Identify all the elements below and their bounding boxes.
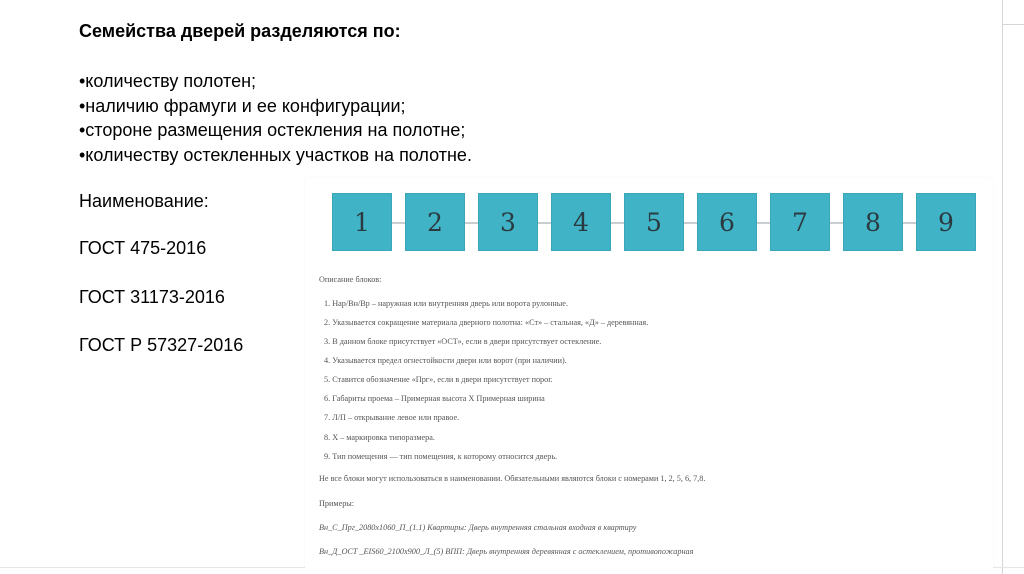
frame-divider bbox=[1002, 0, 1003, 574]
bullet-item: •количеству остекленных участков на полотне. bbox=[79, 144, 472, 165]
block-1: 1 bbox=[332, 193, 392, 251]
description-item: 1. Нар/Вн/Вр – наружная или внутренняя дверь или ворота рулонные. bbox=[324, 299, 568, 308]
example-item: Вн_Д_ОСТ _EIS60_2100х900_Л_(5) ВПП: Дверь внутренняя деревянная с остеклением, противопожарная bbox=[319, 547, 694, 556]
description-item: 4. Указывается предел огнестойкости двери или ворот (при наличии). bbox=[324, 356, 567, 365]
naming-scheme-image bbox=[305, 178, 993, 570]
standard-item: ГОСТ Р 57327-2016 bbox=[79, 335, 244, 355]
examples-label: Примеры: bbox=[319, 499, 355, 508]
standard-item: ГОСТ 31173-2016 bbox=[79, 287, 225, 307]
block-4: 4 bbox=[551, 193, 611, 251]
slide-heading: Семейства дверей разделяются по: bbox=[79, 21, 401, 41]
bullet-list bbox=[79, 69, 472, 167]
bullet-item: •стороне размещения остекления на полотне; bbox=[79, 120, 466, 140]
description-item: 9. Тип помещения — тип помещения, к которому относится дверь. bbox=[324, 452, 558, 461]
description-item: 8. Х – маркировка типоразмера. bbox=[324, 433, 435, 442]
description-item: 7. Л/П – открывание левое или правое. bbox=[324, 413, 460, 422]
bullet-item: •количеству полотен; bbox=[79, 71, 257, 91]
description-item: 5. Ставится обозначение «Прг», если в двери присутствует порог. bbox=[324, 375, 553, 384]
block-9: 9 bbox=[916, 193, 976, 251]
description-item: 2. Указывается сокращение материала дверного полотна: «Ст» – стальная, «Д» – деревянная. bbox=[324, 318, 649, 327]
block-6: 6 bbox=[697, 193, 757, 251]
note-text: Не все блоки могут использоваться в наименовании. Обязательными являются блоки с номерами 1, 2, 5, 6, 7,8. bbox=[319, 474, 706, 483]
block-5: 5 bbox=[624, 193, 684, 251]
description-title: Описание блоков: bbox=[319, 275, 382, 284]
block-2: 2 bbox=[405, 193, 465, 251]
frame-divider bbox=[1002, 24, 1024, 25]
description-item: 6. Габариты проема – Примерная высота Х Примерная ширина bbox=[324, 394, 545, 403]
naming-label: Наименование: bbox=[79, 191, 209, 211]
description-item: 3. В данном блоке присутствует «ОСТ», если в двери присутствует остекление. bbox=[324, 337, 602, 346]
block-8: 8 bbox=[843, 193, 903, 251]
naming-blocks bbox=[332, 193, 977, 253]
standard-item: ГОСТ 475-2016 bbox=[79, 238, 207, 258]
bullet-item: •наличию фрамуги и ее конфигурации; bbox=[79, 95, 406, 116]
example-item: Вн_С_Прг_2080х1060_П_(1.1) Квартиры: Дверь внутренняя стальная входная в квартиру bbox=[319, 523, 637, 532]
block-7: 7 bbox=[770, 193, 830, 251]
block-3: 3 bbox=[478, 193, 538, 251]
